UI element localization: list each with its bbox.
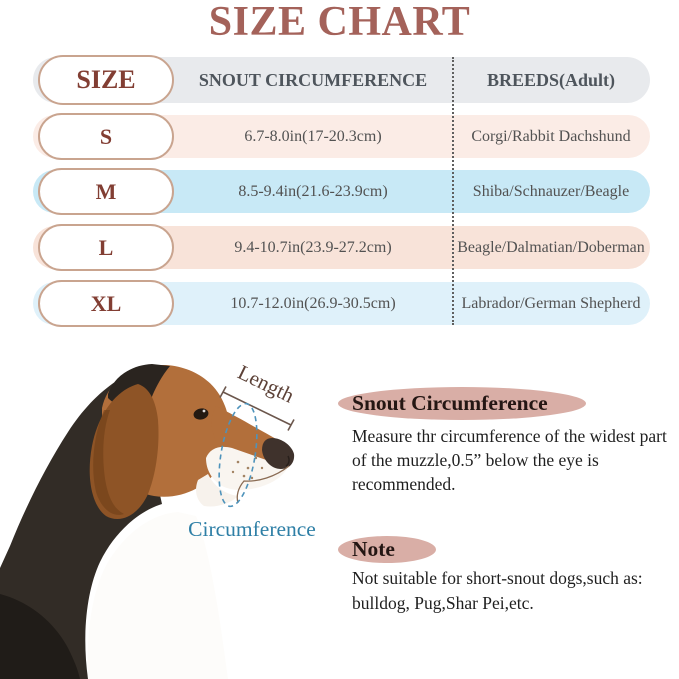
table-row-xl: [33, 282, 650, 325]
size-pill: [38, 168, 174, 215]
snout-circumference-text: Measure thr circumference of the widest part of the muzzle,0.5” below the eye is recommended.: [352, 426, 667, 494]
dog-photo: [0, 350, 345, 679]
size-pill: [38, 224, 174, 271]
length-label: Length: [234, 359, 299, 408]
snout-circumference-heading: Snout Circumference: [352, 391, 548, 415]
size-header-label: SIZE: [76, 65, 136, 94]
circumference-cell: 9.4-10.7in(23.9-27.2cm): [234, 238, 392, 256]
size-header-pill: [38, 55, 174, 105]
beagle-head-illustration: [0, 350, 345, 679]
size-pill: [38, 280, 174, 327]
breeds-cell: Beagle/Dalmatian/Doberman: [457, 238, 645, 256]
note-heading: Note: [352, 537, 395, 561]
circumference-header-label: SNOUT CIRCUMFERENCE: [198, 69, 428, 90]
page-title: SIZE CHART: [208, 0, 471, 45]
circumference-cell: 8.5-9.4in(21.6-23.9cm): [238, 182, 388, 200]
size-pill: [38, 113, 174, 160]
circumference-cell: 6.7-8.0in(17-20.3cm): [244, 127, 382, 145]
table-row-l: [33, 226, 650, 269]
column-dotted-divider: [452, 57, 454, 325]
breeds-cell: Labrador/German Shepherd: [461, 294, 641, 312]
size-letter: XL: [90, 290, 122, 316]
note-text: Not suitable for short-snout dogs,such as: bulldog, Pug,Shar Pei,etc.: [352, 568, 643, 613]
size-letter: M: [95, 178, 117, 204]
circumference-cell: 10.7-12.0in(26.9-30.5cm): [230, 294, 396, 312]
size-letter: L: [98, 234, 114, 260]
table-row-s: [33, 115, 650, 158]
table-header-row: [33, 57, 650, 103]
breeds-cell: Corgi/Rabbit Dachshund: [471, 127, 631, 145]
beagle-eye-highlight: [203, 410, 206, 413]
size-table: [33, 57, 650, 325]
table-row-m: [33, 170, 650, 213]
circumference-label: Circumference: [188, 517, 316, 541]
breeds-cell: Shiba/Schnauzer/Beagle: [472, 182, 630, 200]
size-letter: S: [99, 123, 113, 149]
breeds-header-label: BREEDS(Adult): [486, 69, 616, 90]
